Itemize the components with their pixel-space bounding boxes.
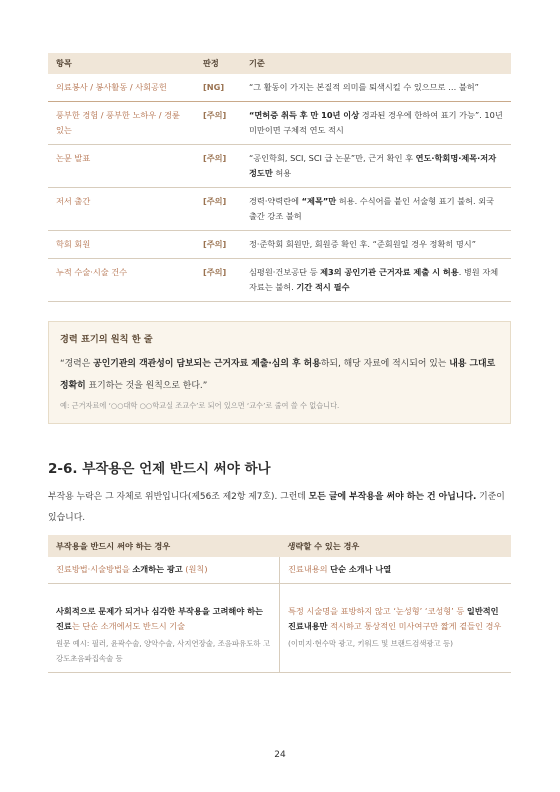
para-bold: 모든 글에 부작용을 써야 하는 건 아닙니다. bbox=[308, 492, 477, 502]
table-header-row bbox=[48, 53, 511, 74]
column-header-required: 부작용을 반드시 써야 하는 경우 bbox=[48, 535, 280, 557]
table-header-row bbox=[48, 535, 511, 557]
criteria-bold: “제목”만 bbox=[301, 196, 337, 206]
para-pre: 부작용 누락은 그 자체로 위반입니다(제56조 제2항 제7호). 그런데 bbox=[48, 492, 309, 502]
expression-judgment-table bbox=[48, 53, 511, 302]
criteria-pre: 심평원·건보공단 등 bbox=[249, 267, 321, 277]
quote-bold-2: 내용 그대로 정확히 bbox=[60, 359, 496, 391]
column-header-item: 항목 bbox=[48, 53, 195, 74]
optional-cell bbox=[280, 584, 512, 673]
side-effect-table bbox=[48, 535, 511, 673]
cell-bold: 단순 소개나 나열 bbox=[330, 564, 392, 574]
callout-note: 예: 근거자료에 ‘○○대학 ○○학교실 조교수’로 되어 있으면 ‘교수’로 줄여 쓸 수 없습니다. bbox=[60, 401, 340, 410]
criteria-bold-2: 기간 적시 필수 bbox=[296, 282, 350, 292]
column-header-optional: 생략할 수 있는 경우 bbox=[280, 535, 512, 557]
section-paragraph bbox=[48, 487, 511, 529]
cell-example: 원문 예시: 필러, 윤곽수술, 양악수술, 사지연장술, 조음파유도하 고강도초음파집속술 등 bbox=[56, 639, 270, 663]
quote-pre: “경력은 bbox=[60, 359, 94, 369]
quote-bold-1: 공인기관의 객관성이 담보되는 근거자료 제출·심의 후 허용 bbox=[93, 359, 321, 369]
quote-post: 표기하는 것을 원칙으로 한다.” bbox=[85, 381, 208, 391]
callout-quote bbox=[60, 353, 500, 397]
required-cell bbox=[48, 584, 280, 673]
row-item: 저서 출간 bbox=[48, 188, 195, 231]
callout-title: 경력 표기의 원칙 한 줄 bbox=[60, 334, 153, 345]
table-row bbox=[48, 145, 511, 188]
cell-text: 진료내용의 bbox=[288, 564, 331, 574]
criteria-pre: 경력·약력란에 bbox=[249, 196, 302, 206]
row-item: 학회 회원 bbox=[48, 231, 195, 259]
row-judgment: [주의] bbox=[195, 259, 241, 302]
cell-bold: 일반적인 진료내용만 bbox=[288, 606, 499, 631]
column-header-judgment: 판정 bbox=[195, 53, 241, 74]
table-row bbox=[48, 188, 511, 231]
table-row bbox=[48, 102, 511, 145]
table-row bbox=[48, 259, 511, 302]
criteria-bold: 연도·학회명·제목·저자 정도만 bbox=[249, 153, 497, 178]
criteria-rest: 경과된 경우에 한하여 표기 가능”. 10년 미만이면 구체적 연도 적시 bbox=[249, 110, 503, 135]
page-number: 24 bbox=[274, 750, 286, 760]
criteria-post: 허용 bbox=[272, 168, 292, 178]
table-row bbox=[48, 584, 511, 673]
row-judgment: [NG] bbox=[195, 74, 241, 102]
row-judgment: [주의] bbox=[195, 145, 241, 188]
table-row bbox=[48, 557, 511, 584]
optional-cell bbox=[280, 557, 512, 584]
para-post: 기준이 있습니다. bbox=[48, 492, 505, 523]
cell-tail: (원칙) bbox=[182, 564, 208, 574]
row-criteria bbox=[241, 145, 511, 188]
cell-text: 는 단순 소개에서도 반드시 기술 bbox=[71, 621, 186, 631]
row-criteria: 정·준학회 회원만, 회원증 확인 후. “준회원일 경우 정확히 명시” bbox=[241, 231, 511, 259]
row-criteria bbox=[241, 102, 511, 145]
column-header-criteria: 기준 bbox=[241, 53, 511, 74]
required-cell bbox=[48, 557, 280, 584]
row-item: 풍부한 경험 / 풍부한 노하우 / 경륜있는 bbox=[48, 102, 195, 145]
cell-text: 특정 시술명을 표방하지 않고 ‘눈성형’ ‘코성형’ 등 bbox=[288, 606, 467, 616]
table-row bbox=[48, 74, 511, 102]
cell-example: (이미지·현수막 광고, 키워드 및 브랜드검색광고 등) bbox=[288, 639, 454, 648]
criteria-post: 허용. 수식어를 붙인 서술형 표기 불허. 외국 출간 강조 불허 bbox=[249, 196, 495, 221]
cell-text: 진료방법·시술방법을 bbox=[56, 564, 133, 574]
criteria-pre: “공인학회, SCI, SCI 급 논문”만, 근거 확인 후 bbox=[249, 153, 416, 163]
row-item: 논문 발표 bbox=[48, 145, 195, 188]
table-row bbox=[48, 231, 511, 259]
row-item: 의료봉사 / 봉사활동 / 사회공헌 bbox=[48, 74, 195, 102]
criteria-mid: . 병원 자체 자료는 불허. bbox=[249, 267, 499, 292]
row-judgment: [주의] bbox=[195, 102, 241, 145]
section-heading: 2-6. 부작용은 언제 반드시 써야 하나 bbox=[48, 461, 271, 477]
row-judgment: [주의] bbox=[195, 188, 241, 231]
row-judgment: [주의] bbox=[195, 231, 241, 259]
row-criteria bbox=[241, 188, 511, 231]
row-criteria: “그 활동이 가지는 본질적 의미를 퇴색시킬 수 있으므로 … 불허” bbox=[241, 74, 511, 102]
criteria-bold: “면허증 취득 후 만 10년 이상 bbox=[249, 110, 360, 120]
principle-callout-box bbox=[48, 321, 511, 424]
row-criteria bbox=[241, 259, 511, 302]
cell-bold: 소개하는 광고 bbox=[132, 564, 183, 574]
row-item: 누적 수술·시술 건수 bbox=[48, 259, 195, 302]
cell-text-post: 적시하고 통상적인 미사여구만 짧게 곁들인 경우 bbox=[327, 621, 502, 631]
criteria-bold: 제3의 공인기관 근거자료 제출 시 허용 bbox=[320, 267, 459, 277]
cell-bold: 사회적으로 문제가 되거나 심각한 부작용을 고려해야 하는 진료 bbox=[56, 606, 263, 631]
quote-mid: 하되, 해당 자료에 적시되어 있는 bbox=[320, 359, 450, 369]
